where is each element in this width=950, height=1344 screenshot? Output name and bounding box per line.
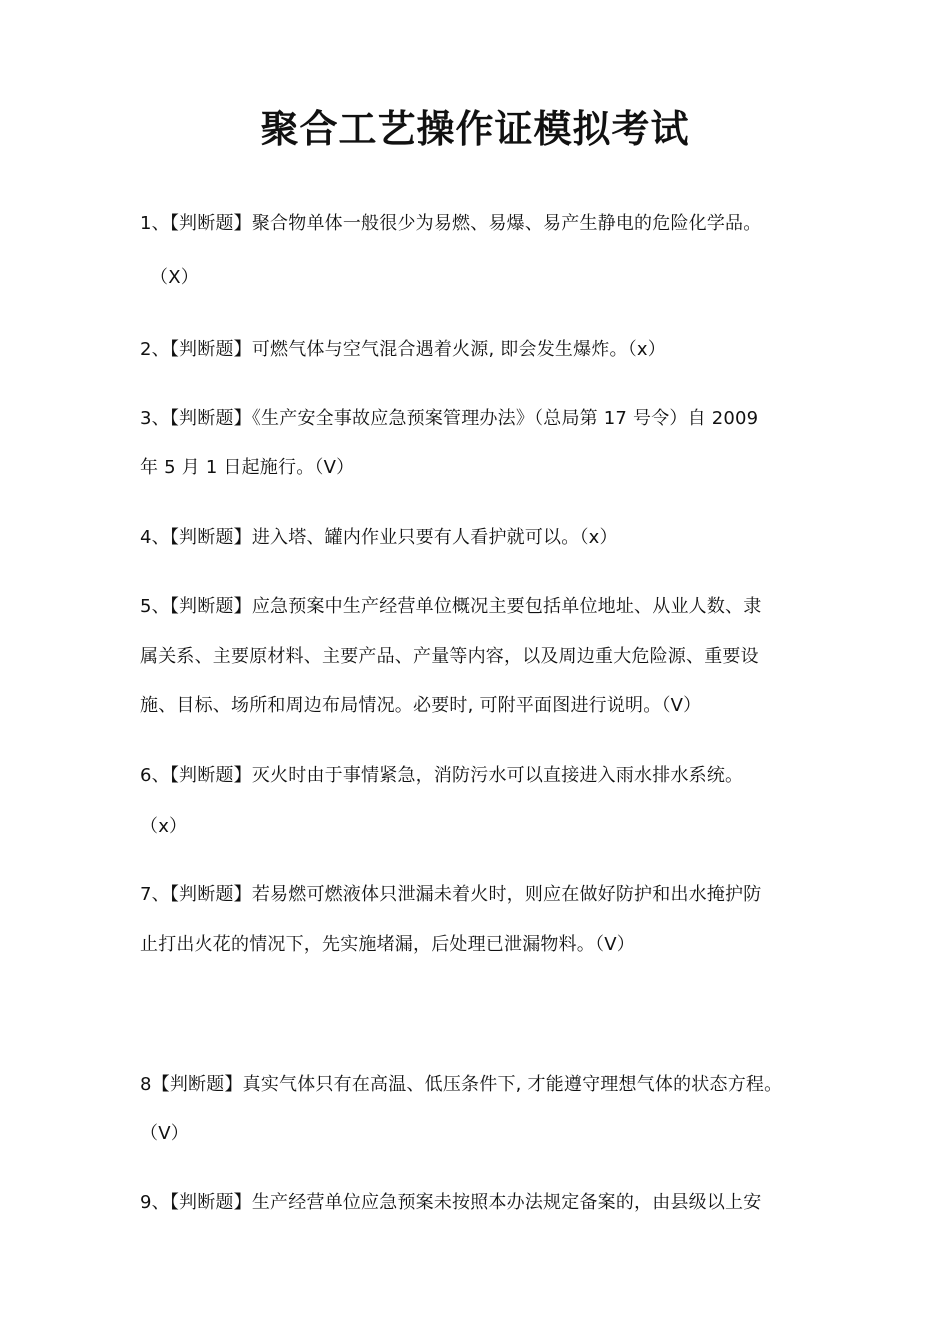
- question-line: 7、【判断题】若易燃可燃液体只泄漏未着火时，则应在做好防护和出水掩护防: [140, 884, 762, 905]
- question-line: 止打出火花的情况下，先实施堵漏，后处理已泄漏物料。（V）: [140, 934, 635, 955]
- question-line: 5、【判断题】应急预案中生产经营单位概况主要包括单位地址、从业人数、隶: [140, 596, 762, 617]
- question-line: 属关系、主要原材料、主要产品、产量等内容，以及周边重大危险源、重要设: [140, 646, 759, 667]
- question-line: 施、目标、场所和周边布局情况。必要时, 可附平面图进行说明。（V）: [140, 695, 702, 716]
- question-line: 年 5 月 1 日起施行。（V）: [140, 457, 355, 478]
- question-line: 1、【判断题】聚合物单体一般很少为易燃、易爆、易产生静电的危险化学品。: [140, 213, 762, 234]
- question-line: 2、【判断题】可燃气体与空气混合遇着火源, 即会发生爆炸。（x）: [140, 339, 666, 360]
- question-line: 6、【判断题】灭火时由于事情紧急，消防污水可以直接进入雨水排水系统。: [140, 765, 744, 786]
- question-answer: （X）: [150, 267, 199, 288]
- question-line: 8【判断题】真实气体只有在高温、低压条件下, 才能遵守理想气体的状态方程。: [140, 1074, 783, 1095]
- document-title: 聚合工艺操作证模拟考试: [260, 107, 690, 151]
- question-answer: （x）: [140, 816, 188, 837]
- question-line: 9、【判断题】生产经营单位应急预案未按照本办法规定备案的，由县级以上安: [140, 1192, 762, 1213]
- question-answer: （V）: [140, 1123, 189, 1144]
- question-line: 4、【判断题】进入塔、罐内作业只要有人看护就可以。（x）: [140, 527, 618, 548]
- question-line: 3、【判断题】《生产安全事故应急预案管理办法》（总局第 17 号令）自 2009: [140, 408, 759, 429]
